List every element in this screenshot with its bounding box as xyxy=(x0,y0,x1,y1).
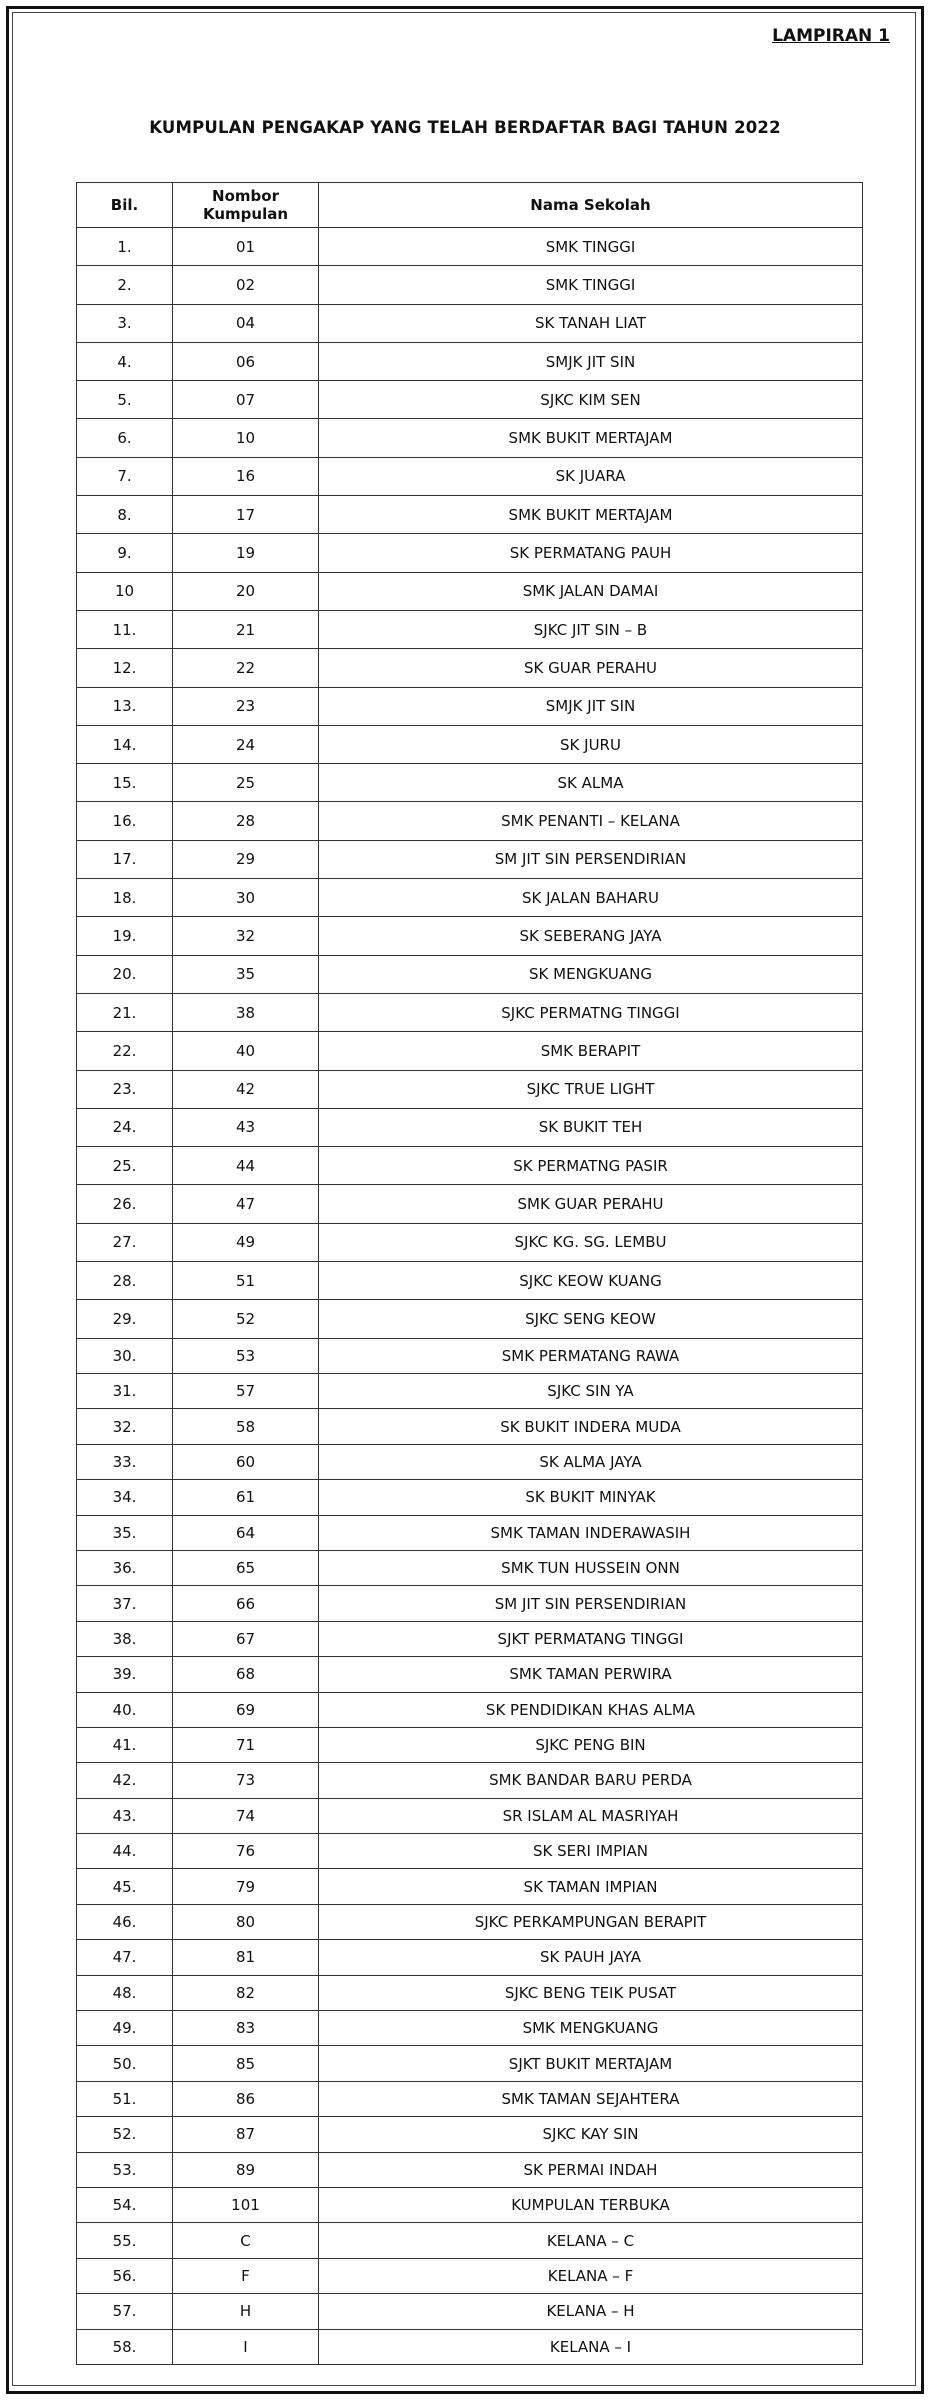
school-name: SMK BUKIT MERTAJAM xyxy=(319,496,863,534)
group-number: 60 xyxy=(173,1444,319,1479)
row-number: 4. xyxy=(77,342,173,380)
group-number: 16 xyxy=(173,457,319,495)
group-number: 23 xyxy=(173,687,319,725)
school-name: SMK TAMAN SEJAHTERA xyxy=(319,2081,863,2116)
group-number: 32 xyxy=(173,917,319,955)
school-name: SJKC KEOW KUANG xyxy=(319,1262,863,1300)
table-row xyxy=(77,304,863,342)
group-number: 43 xyxy=(173,1108,319,1146)
table-row xyxy=(77,1586,863,1621)
row-number: 8. xyxy=(77,496,173,534)
table-row xyxy=(77,1147,863,1185)
table-row xyxy=(77,1904,863,1939)
table-row xyxy=(77,955,863,993)
group-number: 38 xyxy=(173,993,319,1031)
group-number: 85 xyxy=(173,2046,319,2081)
group-number: 06 xyxy=(173,342,319,380)
document-title: KUMPULAN PENGAKAP YANG TELAH BERDAFTAR BAGI TAHUN 2022 xyxy=(149,118,781,137)
table-body-part-2 xyxy=(77,1338,863,2364)
row-number: 45. xyxy=(77,1869,173,1904)
school-name: SMK MENGKUANG xyxy=(319,2011,863,2046)
group-number: 30 xyxy=(173,879,319,917)
table-row xyxy=(77,381,863,419)
group-number: F xyxy=(173,2258,319,2293)
table-row xyxy=(77,1374,863,1409)
table-row xyxy=(77,1070,863,1108)
group-number: 101 xyxy=(173,2187,319,2222)
row-number: 21. xyxy=(77,993,173,1031)
group-number: 52 xyxy=(173,1300,319,1338)
school-name: SK PERMATANG PAUH xyxy=(319,534,863,572)
row-number: 47. xyxy=(77,1940,173,1975)
school-name: SM JIT SIN PERSENDIRIAN xyxy=(319,840,863,878)
school-name: SMK PENANTI – KELANA xyxy=(319,802,863,840)
row-number: 29. xyxy=(77,1300,173,1338)
table-row xyxy=(77,1975,863,2010)
row-number: 44. xyxy=(77,1834,173,1869)
table-row xyxy=(77,993,863,1031)
row-number: 6. xyxy=(77,419,173,457)
group-number: 21 xyxy=(173,610,319,648)
table-row xyxy=(77,1550,863,1585)
scout-group-table xyxy=(76,182,863,2365)
school-name: SK BUKIT INDERA MUDA xyxy=(319,1409,863,1444)
table-row xyxy=(77,649,863,687)
row-number: 49. xyxy=(77,2011,173,2046)
row-number: 25. xyxy=(77,1147,173,1185)
group-number: 40 xyxy=(173,1032,319,1070)
group-number: 49 xyxy=(173,1223,319,1261)
group-number: 81 xyxy=(173,1940,319,1975)
row-number: 1. xyxy=(77,228,173,266)
row-number: 34. xyxy=(77,1480,173,1515)
table-row xyxy=(77,2117,863,2152)
school-name: SK BUKIT MINYAK xyxy=(319,1480,863,1515)
table-row xyxy=(77,496,863,534)
row-number: 17. xyxy=(77,840,173,878)
row-number: 32. xyxy=(77,1409,173,1444)
school-name: SK PERMAI INDAH xyxy=(319,2152,863,2187)
table-row xyxy=(77,2258,863,2293)
table-row xyxy=(77,1727,863,1762)
row-number: 41. xyxy=(77,1727,173,1762)
school-name: SJKC BENG TEIK PUSAT xyxy=(319,1975,863,2010)
school-name: KELANA – I xyxy=(319,2329,863,2364)
table-row xyxy=(77,1032,863,1070)
table-row xyxy=(77,1480,863,1515)
school-name: SMK GUAR PERAHU xyxy=(319,1185,863,1223)
table-row xyxy=(77,802,863,840)
row-number: 30. xyxy=(77,1338,173,1373)
table-row xyxy=(77,2046,863,2081)
school-name: SMK JALAN DAMAI xyxy=(319,572,863,610)
row-number: 54. xyxy=(77,2187,173,2222)
school-name: SK TAMAN IMPIAN xyxy=(319,1869,863,1904)
table-row xyxy=(77,2011,863,2046)
table-row xyxy=(77,687,863,725)
school-name: SMK TUN HUSSEIN ONN xyxy=(319,1550,863,1585)
school-name: SK JURU xyxy=(319,725,863,763)
table-row xyxy=(77,1108,863,1146)
row-number: 11. xyxy=(77,610,173,648)
school-name: SMK BANDAR BARU PERDA xyxy=(319,1763,863,1798)
row-number: 36. xyxy=(77,1550,173,1585)
group-number: 25 xyxy=(173,764,319,802)
group-number: 04 xyxy=(173,304,319,342)
row-number: 53. xyxy=(77,2152,173,2187)
table-row xyxy=(77,1798,863,1833)
group-number: 73 xyxy=(173,1763,319,1798)
school-name: SMK BERAPIT xyxy=(319,1032,863,1070)
row-number: 55. xyxy=(77,2223,173,2258)
group-number: 42 xyxy=(173,1070,319,1108)
table-row xyxy=(77,1223,863,1261)
school-name: SJKC SIN YA xyxy=(319,1374,863,1409)
school-name: SK ALMA JAYA xyxy=(319,1444,863,1479)
table-row xyxy=(77,1338,863,1373)
school-name: SJKT BUKIT MERTAJAM xyxy=(319,2046,863,2081)
group-number: 17 xyxy=(173,496,319,534)
group-number: 19 xyxy=(173,534,319,572)
school-name: SJKC TRUE LIGHT xyxy=(319,1070,863,1108)
group-number: 83 xyxy=(173,2011,319,2046)
group-number: 28 xyxy=(173,802,319,840)
group-number: C xyxy=(173,2223,319,2258)
row-number: 43. xyxy=(77,1798,173,1833)
group-number: 02 xyxy=(173,266,319,304)
table-row xyxy=(77,1692,863,1727)
table-row xyxy=(77,1869,863,1904)
row-number: 13. xyxy=(77,687,173,725)
group-number: 64 xyxy=(173,1515,319,1550)
row-number: 23. xyxy=(77,1070,173,1108)
column-header-group-number: Nombor Kumpulan xyxy=(173,183,319,228)
table-row xyxy=(77,610,863,648)
school-name: SK GUAR PERAHU xyxy=(319,649,863,687)
group-number: 47 xyxy=(173,1185,319,1223)
column-header-bil: Bil. xyxy=(77,183,173,228)
row-number: 27. xyxy=(77,1223,173,1261)
school-name: SK JUARA xyxy=(319,457,863,495)
row-number: 16. xyxy=(77,802,173,840)
group-number: 58 xyxy=(173,1409,319,1444)
row-number: 50. xyxy=(77,2046,173,2081)
row-number: 40. xyxy=(77,1692,173,1727)
school-name: KELANA – H xyxy=(319,2294,863,2329)
school-name: SR ISLAM AL MASRIYAH xyxy=(319,1798,863,1833)
school-name: SK SERI IMPIAN xyxy=(319,1834,863,1869)
table-row xyxy=(77,1940,863,1975)
group-number: 89 xyxy=(173,2152,319,2187)
row-number: 38. xyxy=(77,1621,173,1656)
school-name: SJKC KAY SIN xyxy=(319,2117,863,2152)
table-row xyxy=(77,1621,863,1656)
table-row xyxy=(77,879,863,917)
school-name: KELANA – C xyxy=(319,2223,863,2258)
group-number: 76 xyxy=(173,1834,319,1869)
row-number: 9. xyxy=(77,534,173,572)
group-number: 67 xyxy=(173,1621,319,1656)
school-name: SMK BUKIT MERTAJAM xyxy=(319,419,863,457)
school-name: SJKC KIM SEN xyxy=(319,381,863,419)
school-name: SMK TAMAN PERWIRA xyxy=(319,1657,863,1692)
row-number: 31. xyxy=(77,1374,173,1409)
table-row xyxy=(77,228,863,266)
school-name: SK JALAN BAHARU xyxy=(319,879,863,917)
school-name: SJKC PENG BIN xyxy=(319,1727,863,1762)
table-row xyxy=(77,2294,863,2329)
table-row xyxy=(77,342,863,380)
row-number: 58. xyxy=(77,2329,173,2364)
school-name: SJKC SENG KEOW xyxy=(319,1300,863,1338)
row-number: 33. xyxy=(77,1444,173,1479)
table-row xyxy=(77,572,863,610)
table-row xyxy=(77,2329,863,2364)
row-number: 26. xyxy=(77,1185,173,1223)
column-header-school-name: Nama Sekolah xyxy=(319,183,863,228)
school-name: KELANA – F xyxy=(319,2258,863,2293)
group-number: 86 xyxy=(173,2081,319,2116)
table-row xyxy=(77,1185,863,1223)
group-number: 69 xyxy=(173,1692,319,1727)
row-number: 51. xyxy=(77,2081,173,2116)
table-row xyxy=(77,1834,863,1869)
school-name: SK TANAH LIAT xyxy=(319,304,863,342)
table-row xyxy=(77,419,863,457)
group-number: 68 xyxy=(173,1657,319,1692)
row-number: 57. xyxy=(77,2294,173,2329)
table-row xyxy=(77,1300,863,1338)
table-row xyxy=(77,2081,863,2116)
school-name: SK MENGKUANG xyxy=(319,955,863,993)
group-number: 87 xyxy=(173,2117,319,2152)
school-name: SK SEBERANG JAYA xyxy=(319,917,863,955)
school-name: SK PENDIDIKAN KHAS ALMA xyxy=(319,1692,863,1727)
table-row xyxy=(77,917,863,955)
row-number: 56. xyxy=(77,2258,173,2293)
group-number: 51 xyxy=(173,1262,319,1300)
group-number: I xyxy=(173,2329,319,2364)
school-name: SJKC PERKAMPUNGAN BERAPIT xyxy=(319,1904,863,1939)
school-name: SMK TAMAN INDERAWASIH xyxy=(319,1515,863,1550)
row-number: 20. xyxy=(77,955,173,993)
table-row xyxy=(77,1763,863,1798)
row-number: 7. xyxy=(77,457,173,495)
group-number: 66 xyxy=(173,1586,319,1621)
group-number: 29 xyxy=(173,840,319,878)
school-name: SMK TINGGI xyxy=(319,228,863,266)
school-name: SK ALMA xyxy=(319,764,863,802)
group-number: 10 xyxy=(173,419,319,457)
row-number: 10 xyxy=(77,572,173,610)
school-name: SK PERMATNG PASIR xyxy=(319,1147,863,1185)
row-number: 46. xyxy=(77,1904,173,1939)
table-row xyxy=(77,2223,863,2258)
school-name: SM JIT SIN PERSENDIRIAN xyxy=(319,1586,863,1621)
school-name: SMK TINGGI xyxy=(319,266,863,304)
appendix-label: LAMPIRAN 1 xyxy=(772,26,890,46)
group-number: 01 xyxy=(173,228,319,266)
group-number: 65 xyxy=(173,1550,319,1585)
table-row xyxy=(77,457,863,495)
row-number: 12. xyxy=(77,649,173,687)
group-number: 57 xyxy=(173,1374,319,1409)
table-row xyxy=(77,1515,863,1550)
row-number: 18. xyxy=(77,879,173,917)
table-row xyxy=(77,1409,863,1444)
school-name: SJKT PERMATANG TINGGI xyxy=(319,1621,863,1656)
table-row xyxy=(77,1657,863,1692)
row-number: 52. xyxy=(77,2117,173,2152)
row-number: 19. xyxy=(77,917,173,955)
row-number: 48. xyxy=(77,1975,173,2010)
school-name: SJKC KG. SG. LEMBU xyxy=(319,1223,863,1261)
table-row xyxy=(77,1444,863,1479)
table-row xyxy=(77,534,863,572)
group-number: 24 xyxy=(173,725,319,763)
group-number: 79 xyxy=(173,1869,319,1904)
table-row xyxy=(77,840,863,878)
school-name: SMJK JIT SIN xyxy=(319,342,863,380)
group-number: H xyxy=(173,2294,319,2329)
row-number: 3. xyxy=(77,304,173,342)
group-number: 20 xyxy=(173,572,319,610)
school-name: SK BUKIT TEH xyxy=(319,1108,863,1146)
table-row xyxy=(77,1262,863,1300)
table-row xyxy=(77,266,863,304)
row-number: 14. xyxy=(77,725,173,763)
table-header-row xyxy=(77,183,863,228)
group-number: 74 xyxy=(173,1798,319,1833)
row-number: 37. xyxy=(77,1586,173,1621)
school-name: SJKC PERMATNG TINGGI xyxy=(319,993,863,1031)
row-number: 22. xyxy=(77,1032,173,1070)
school-name: SK PAUH JAYA xyxy=(319,1940,863,1975)
school-name: SMK PERMATANG RAWA xyxy=(319,1338,863,1373)
group-number: 82 xyxy=(173,1975,319,2010)
table-row xyxy=(77,2187,863,2222)
row-number: 5. xyxy=(77,381,173,419)
group-number: 35 xyxy=(173,955,319,993)
table-row xyxy=(77,725,863,763)
group-number: 71 xyxy=(173,1727,319,1762)
row-number: 15. xyxy=(77,764,173,802)
row-number: 24. xyxy=(77,1108,173,1146)
row-number: 39. xyxy=(77,1657,173,1692)
group-number: 61 xyxy=(173,1480,319,1515)
group-number: 53 xyxy=(173,1338,319,1373)
school-name: SJKC JIT SIN – B xyxy=(319,610,863,648)
table-row xyxy=(77,764,863,802)
group-number: 07 xyxy=(173,381,319,419)
row-number: 2. xyxy=(77,266,173,304)
row-number: 28. xyxy=(77,1262,173,1300)
group-number: 22 xyxy=(173,649,319,687)
school-name: SMJK JIT SIN xyxy=(319,687,863,725)
group-number: 44 xyxy=(173,1147,319,1185)
group-number: 80 xyxy=(173,1904,319,1939)
row-number: 35. xyxy=(77,1515,173,1550)
table-row xyxy=(77,2152,863,2187)
row-number: 42. xyxy=(77,1763,173,1798)
table-body-part-1 xyxy=(77,228,863,1339)
school-name: KUMPULAN TERBUKA xyxy=(319,2187,863,2222)
